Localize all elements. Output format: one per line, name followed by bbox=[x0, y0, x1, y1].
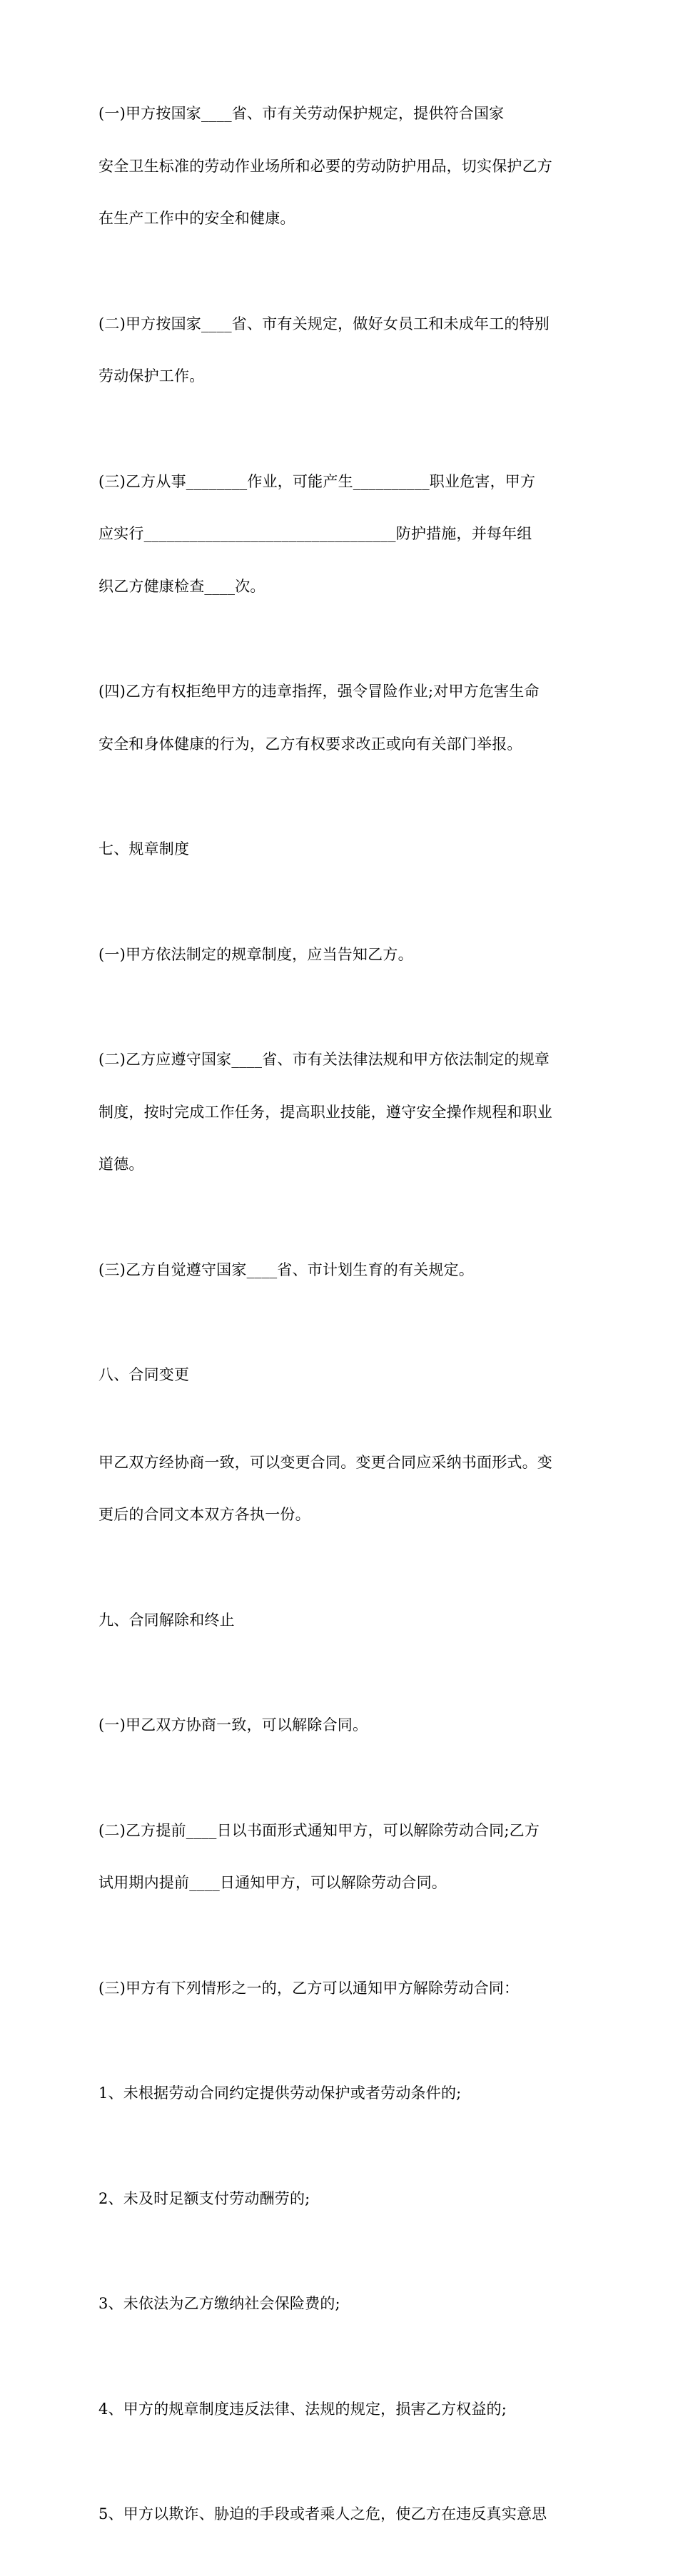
clause-7-1 bbox=[98, 911, 584, 999]
text-line: (二)甲方按国家____省、市有关规定，做好女员工和未成年工的特别 bbox=[98, 315, 550, 332]
heading-text: 七、规章制度 bbox=[98, 840, 190, 857]
clause-7-3 bbox=[98, 1226, 584, 1314]
text-line: (三)乙方从事________作业，可能产生__________职业危害，甲方 bbox=[98, 472, 536, 490]
text-line: 应实行_________________________________防护措施，并每年组 bbox=[98, 525, 532, 542]
text-line: 更后的合同文本双方各执一份。 bbox=[98, 1506, 310, 1523]
clause-9-1 bbox=[98, 1681, 584, 1769]
text-line: 制度，按时完成工作任务，提高职业技能，遵守安全操作规程和职业 bbox=[98, 1103, 552, 1121]
text-line: 1、未根据劳动合同约定提供劳动保护或者劳动条件的; bbox=[98, 2084, 462, 2102]
section-heading-7 bbox=[98, 805, 584, 893]
text-line: 织乙方健康检查____次。 bbox=[98, 577, 265, 595]
clause-6-1 bbox=[98, 70, 584, 263]
heading-text: 九、合同解除和终止 bbox=[98, 1611, 235, 1629]
clause-6-2 bbox=[98, 280, 584, 420]
list-item-5 bbox=[98, 2470, 584, 2558]
section-heading-8 bbox=[98, 1331, 584, 1419]
text-line: (一)甲方依法制定的规章制度，应当告知乙方。 bbox=[98, 945, 413, 963]
clause-6-4 bbox=[98, 648, 584, 788]
text-line: 道德。 bbox=[98, 1156, 144, 1173]
text-line: 甲乙双方经协商一致，可以变更合同。变更合同应采纳书面形式。变 bbox=[98, 1453, 552, 1471]
clause-9-2 bbox=[98, 1787, 584, 1927]
text-line: (三)甲方有下列情形之一的，乙方可以通知甲方解除劳动合同： bbox=[98, 1979, 520, 1997]
text-line: 2、未及时足额支付劳动酬劳的; bbox=[98, 2189, 310, 2207]
text-line: 试用期内提前____日通知甲方，可以解除劳动合同。 bbox=[98, 1874, 447, 1891]
clause-6-3 bbox=[98, 438, 584, 631]
text-line: (二)乙方应遵守国家____省、市有关法律法规和甲方依法制定的规章 bbox=[98, 1051, 550, 1068]
text-line: (一)甲方按国家____省、市有关劳动保护规定，提供符合国家 bbox=[98, 105, 505, 122]
text-line: 5、甲方以欺诈、胁迫的手段或者乘人之危，使乙方在违反真实意思 bbox=[98, 2505, 547, 2522]
section-heading-9 bbox=[98, 1577, 584, 1664]
text-line: (一)甲乙双方协商一致，可以解除合同。 bbox=[98, 1716, 368, 1734]
list-item-1 bbox=[98, 2050, 584, 2137]
text-line: (四)乙方有权拒绝甲方的违章指挥，强令冒险作业;对甲方危害生命 bbox=[98, 683, 540, 700]
text-line: 劳动保护工作。 bbox=[98, 367, 205, 385]
text-line: 3、未依法为乙方缴纳社会保险费的; bbox=[98, 2295, 340, 2312]
clause-9-3 bbox=[98, 1945, 584, 2032]
text-line: 在生产工作中的安全和健康。 bbox=[98, 210, 295, 227]
list-item-3 bbox=[98, 2260, 584, 2348]
heading-text: 八、合同变更 bbox=[98, 1366, 190, 1383]
clause-8-body bbox=[98, 1419, 584, 1559]
text-line: 4、甲方的规章制度违反法律、法规的规定，损害乙方权益的; bbox=[98, 2400, 507, 2418]
document-page bbox=[98, 70, 584, 2576]
text-line: 安全和身体健康的行为，乙方有权要求改正或向有关部门举报。 bbox=[98, 735, 522, 753]
list-item-2 bbox=[98, 2155, 584, 2243]
clause-7-2 bbox=[98, 1016, 584, 1208]
text-line: (二)乙方提前____日以书面形式通知甲方，可以解除劳动合同;乙方 bbox=[98, 1821, 540, 1839]
list-item-4 bbox=[98, 2366, 584, 2453]
text-line: 安全卫生标准的劳动作业场所和必要的劳动防护用品，切实保护乙方 bbox=[98, 157, 552, 175]
text-line: (三)乙方自觉遵守国家____省、市计划生育的有关规定。 bbox=[98, 1261, 474, 1278]
